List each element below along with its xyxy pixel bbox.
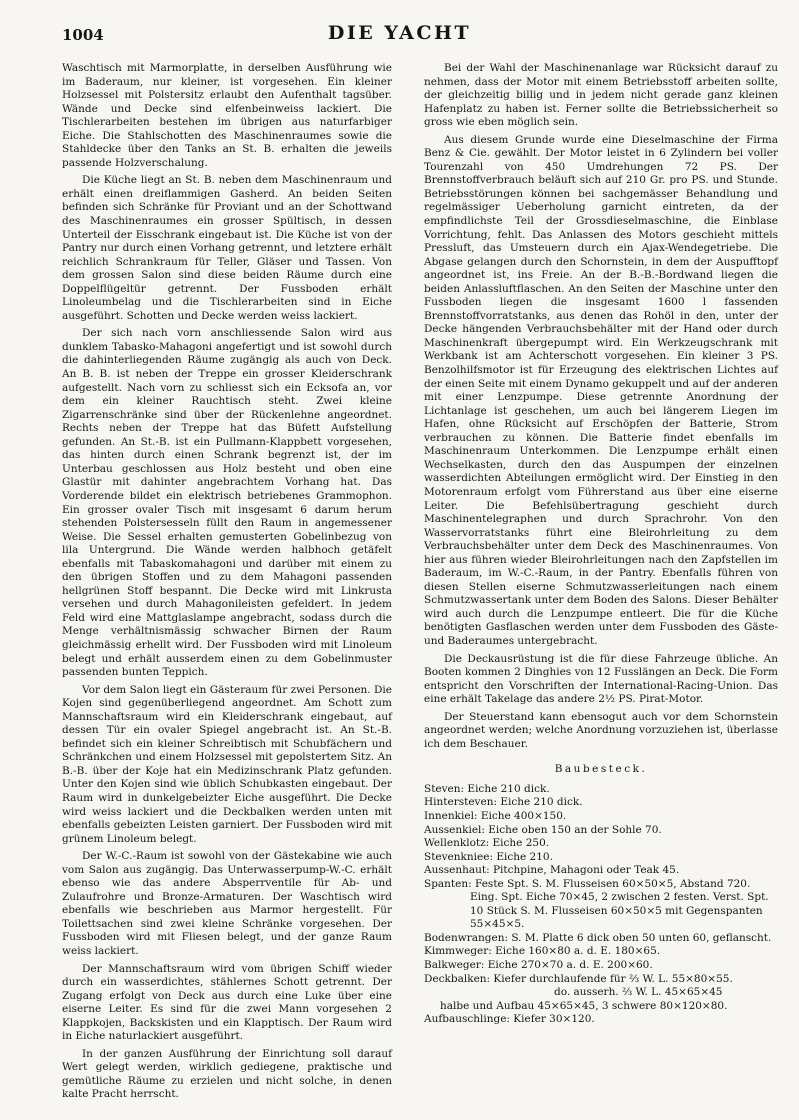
left-column xyxy=(62,62,392,1106)
spec-item: Deckbalken: Kiefer durchlaufende für ⅔ W. L. 55×80×55. xyxy=(424,972,733,985)
spec-item: Stevenkniee: Eiche 210. xyxy=(424,850,553,863)
page-header xyxy=(0,22,799,54)
spec-item-continuation: 55×45×5. xyxy=(470,918,525,931)
specs-list xyxy=(424,783,778,1027)
spec-item: Kimmweger: Eiche 160×80 a. d. E. 180×65. xyxy=(424,945,661,958)
spec-item: Bodenwrangen: S. M. Platte 6 dick oben 50 unten 60, geflanscht. xyxy=(424,931,772,944)
journal-title: DIE YACHT xyxy=(327,22,472,44)
spec-item: Aussenkiel: Eiche oben 150 an der Sohle 70. xyxy=(424,823,662,836)
paragraph: In der ganzen Ausführung der Einrichtung soll darauf Wert gelegt werden, wirklich gediegene, praktische und gemütliche Räume zu erzielen und nicht solche, in denen kalte Pracht herrscht. xyxy=(62,1047,392,1101)
spec-item: Innenkiel: Eiche 400×150. xyxy=(424,809,567,822)
spec-item-continuation: halbe und Aufbau 45×65×45, 3 schwere 80×120×80. xyxy=(440,999,728,1012)
paragraph: Der sich nach vorn anschliessende Salon wird aus dunklem Tabasko-Mahagoni angefertigt und ist sowohl durch die dahinterliegenden Räume zugängig als auch von Deck. An B. B. ist neben der Treppe ein grosser Kleiderschrank aufgestellt. Nach vorn zu schliesst sich ein Ecksofa an, vor dem ein kleiner Rauchtisch steht. Zwei kleine Zigarrenschränke sind über der Rückenlehne angeordnet. Rechts neben der Treppe hat das Büfett Aufstellung gefunden. An St.-B. ist ein Pullmann-Klappbett vorgesehen, das hinten durch einen Schrank begrenzt ist, der im Unterbau geschlossen aus Holz besteht und oben eine Glastür mit dahinter angebrachtem Vorhang hat. Das Vorderende bildet ein elektrisch betriebenes Grammophon. Ein grosser ovaler Tisch mit insgesamt 6 darum herum stehenden Polstersesseln füllt den Raum in angemessener Weise. Die Sessel erhalten gemusterten Gobelinbezug von lila Untergrund. Die Wände werden halbhoch getäfelt ebenfalls mit Tabaskomahagoni und darüber mit einem zu den übrigen Stoffen und zu dem Mahagoni passenden hellgrünen Stoff bespannt. Die Decke wird mit Linkrusta versehen und durch Mahagonileisten gefeldert. In jedem Feld wird eine Mattglaslampe angebracht, sodass durch die Menge verhältnismässig schwacher Birnen der Raum gleichmässig erhellt wird. Der Fussboden wird mit Linoleum belegt und erhält ausserdem einen zu dem Gobelinmuster passenden bunten Teppich. xyxy=(62,327,392,679)
spec-item: Balkweger: Eiche 270×70 a. d. E. 200×60. xyxy=(424,959,653,971)
spec-item-continuation: Eing. Spt. Eiche 70×45, 2 zwischen 2 festen. Verst. Spt. xyxy=(470,891,769,904)
paragraph: Aus diesem Grunde wurde eine Dieselmaschine der Firma Benz & Cie. gewählt. Der Motor leistet in 6 Zylindern bei voller Tourenzahl von 450 Umdrehungen 72 PS. Der Brennstoffverbrauch beläuft sich auf 210 Gr. pro PS. und Stunde. Betriebsstörungen können bei sachgemässer Behandlung und regelmässiger Ueberholung garnicht eintreten, da der empfindlichste Teil der Grossdieselmaschine, die Einblase Vorrichtung, fehlt. Das Anlassen des Motors geschieht mittels Pressluft, das Umsteuern durch ein Ajax-Wendegetriebe. Die Abgase gelangen durch den Schornstein, in dem der Auspufftopf angeordnet ist, ins Freie. An der B.-B.-Bordwand liegen die beiden Anlassluftflaschen. An den Seiten der Maschine unter den Fussboden liegen die insgesamt 1600 l fassenden Brennstoffvorratstanks, aus denen das Rohöl in den, unter der Decke hängenden Verbrauchsbehälter mit der Hand oder durch Maschinenkraft übergepumpt wird. Ein Werkzeugschrank mit Werkbank ist am Achterschott vorgesehen. Ein kleiner 3 PS. Benzolhilfsmotor ist für Erzeugung des elektrischen Lichtes auf der einen Seite mit einem Dynamo gekuppelt und auf der anderen mit einer Lenzpumpe. Diese getrennte Anordnung der Lichtanlage ist geschehen, um auch bei längerem Liegen im Hafen, ohne Rücksicht auf Erschöpfen der Batterie, Strom verbrauchen zu können. Die Batterie findet ebenfalls im Maschinenraum Unterkommen. Die Lenzpumpe erhält einen Wechselkasten, durch den das Auspumpen der einzelnen wasserdichten Abteilungen ermöglicht wird. Der Einstieg in den Motorenraum erfolgt vom Führerstand aus über eine eiserne Leiter. Die Befehlsübertragung geschieht durch Maschinentelegraphen und durch Sprachrohr. Von den Wasservorratstanks führt eine Bleirohrleitung zu dem Verbrauchsbehälter unter dem Deck des Maschinenraumes. Von hier aus führen wieder Bleirohrleitungen nach den Zapfstellen im Baderaum, im W.-C.-Raum, in der Pantry. Ebenfalls führen von diesen Stellen eiserne Schmutzwasserleitungen nach einem Schmutzwassertank unter dem Boden des Salons. Dieser Behälter wird auch durch die Lenzpumpe entleert. Die für die Küche benötigten Gasflaschen werden unter dem Fussboden des Gäste- und Baderaumes untergebracht. xyxy=(424,133,778,647)
paragraph: Bei der Wahl der Maschinenanlage war Rücksicht darauf zu nehmen, dass der Motor mit einem Betriebsstoff arbeiten sollte, der gleichzeitig billig und in jedem nicht gerade ganz kleinen Hafenplatz zu haben ist. Ferner sollte die Betriebssicherheit so gross wie eben möglich sein. xyxy=(424,62,778,129)
paragraph: Vor dem Salon liegt ein Gästeraum für zwei Personen. Die Kojen sind gegenüberliegend angeordnet. Am Schott zum Mannschaftsraum wird ein Kleiderschrank eingebaut, auf dessen Tür ein ovaler Spiegel angebracht ist. An St.-B. befindet sich ein kleiner Schreibtisch mit Schubfächern und Schränkchen und einem Holzsessel mit gepolstertem Sitz. An B.-B. über der Koje hat ein Medizinschrank Platz gefunden. Unter den Kojen sind wie üblich Schubkasten eingebaut. Der Raum wird in dunkelgebeizter Eiche ausgeführt. Die Decke wird weiss lackiert und die Deckbalken werden unten mit ebenfalls gebeizten Leisten garniert. Der Fussboden wird mit grünem Linoleum belegt. xyxy=(62,683,392,845)
paragraph: Der W.-C.-Raum ist sowohl von der Gästekabine wie auch vom Salon aus zugängig. Das Unterwasserpump-W.-C. erhält ebenso wie das andere Absperrventile für Ab- und Zulaufrohre und Bronze-Armaturen. Der Waschtisch wird ebenfalls wie beschrieben aus Marmor hergestellt. Für Toilettsachen sind zwei kleine Schränke vorgesehen. Der Fussboden wird mit Fliesen belegt, und der ganze Raum weiss lackiert. xyxy=(62,850,392,957)
paragraph: Waschtisch mit Marmorplatte, in derselben Ausführung wie im Baderaum, nur kleiner, ist vorgesehen. Ein kleiner Holzsessel mit Polstersitz erlaubt den Aufenthalt tagsüber. Wände und Decke sind elfenbeinweiss lackiert. Die Tischlerarbeiten bestehen im übrigen aus naturfarbiger Eiche. Die Stahlschotten des Maschinenraumes sowie die Stahldecke über den Tanks an St. B. erhalten die jeweils passende Holzverschalung. xyxy=(62,62,392,169)
page-number: 1004 xyxy=(62,26,104,44)
spec-item-continuation: do. ausserh. ⅔ W. L. 45×65×45 xyxy=(554,986,723,999)
spec-item: Spanten: Feste Spt. S. M. Flusseisen 60×50×5, Abstand 720. xyxy=(424,877,751,890)
spec-item: Steven: Eiche 210 dick. xyxy=(424,782,550,795)
paragraph: Die Küche liegt an St. B. neben dem Maschinenraum und erhält einen dreiflammigen Gasherd. An beiden Seiten befinden sich Schränke für Proviant und an der Schottwand des Maschinenraumes ein grosser Spültisch, in dessen Unterteil der Eisschrank eingebaut ist. Die Küche ist von der Pantry nur durch einen Vorhang getrennt, und letztere erhält reichlich Schrankraum für Teller, Gläser und Tassen. Von dem grossen Salon sind diese beiden Räume durch eine Doppelflügeltür getrennt. Der Fussboden erhält Linoleumbelag und die Tischlerarbeiten sind in Eiche ausgeführt. Schotten und Decke werden weiss lackiert. xyxy=(62,174,392,322)
paragraph: Die Deckausrüstung ist die für diese Fahrzeuge übliche. An Booten kommen 2 Dinghies von 12 Fusslängen an Deck. Die Form entspricht den Vorschriften der International-Racing-Union. Das eine erhält Takelage das andere 2½ PS. Pirat-Motor. xyxy=(424,652,778,706)
spec-item-continuation: 10 Stück S. M. Flusseisen 60×50×5 mit Gegenspanten xyxy=(470,904,763,917)
specs-heading: Baubesteck. xyxy=(554,763,648,776)
paragraph: Der Mannschaftsraum wird vom übrigen Schiff wieder durch ein wasserdichtes, stählernes Schott getrennt. Der Zugang erfolgt von Deck aus durch eine Luke über eine eiserne Leiter. Es sind für die zwei Mann vorgesehen 2 Klappkojen, Backskisten und ein Klapptisch. Der Raum wird in Eiche naturlackiert ausgeführt. xyxy=(62,962,392,1043)
spec-item: Wellenklotz: Eiche 250. xyxy=(424,837,550,850)
spec-item: Aufbauschlinge: Kiefer 30×120. xyxy=(424,1013,595,1026)
right-column xyxy=(424,62,778,1027)
spec-item: Hintersteven: Eiche 210 dick. xyxy=(424,796,583,809)
spec-item: Aussenhaut: Pitchpine, Mahagoni oder Teak 45. xyxy=(424,864,680,877)
paragraph: Der Steuerstand kann ebensogut auch vor dem Schornstein angeordnet werden; welche Anordnung vorzuziehen ist, überlasse ich dem Beschauer. xyxy=(424,710,778,750)
